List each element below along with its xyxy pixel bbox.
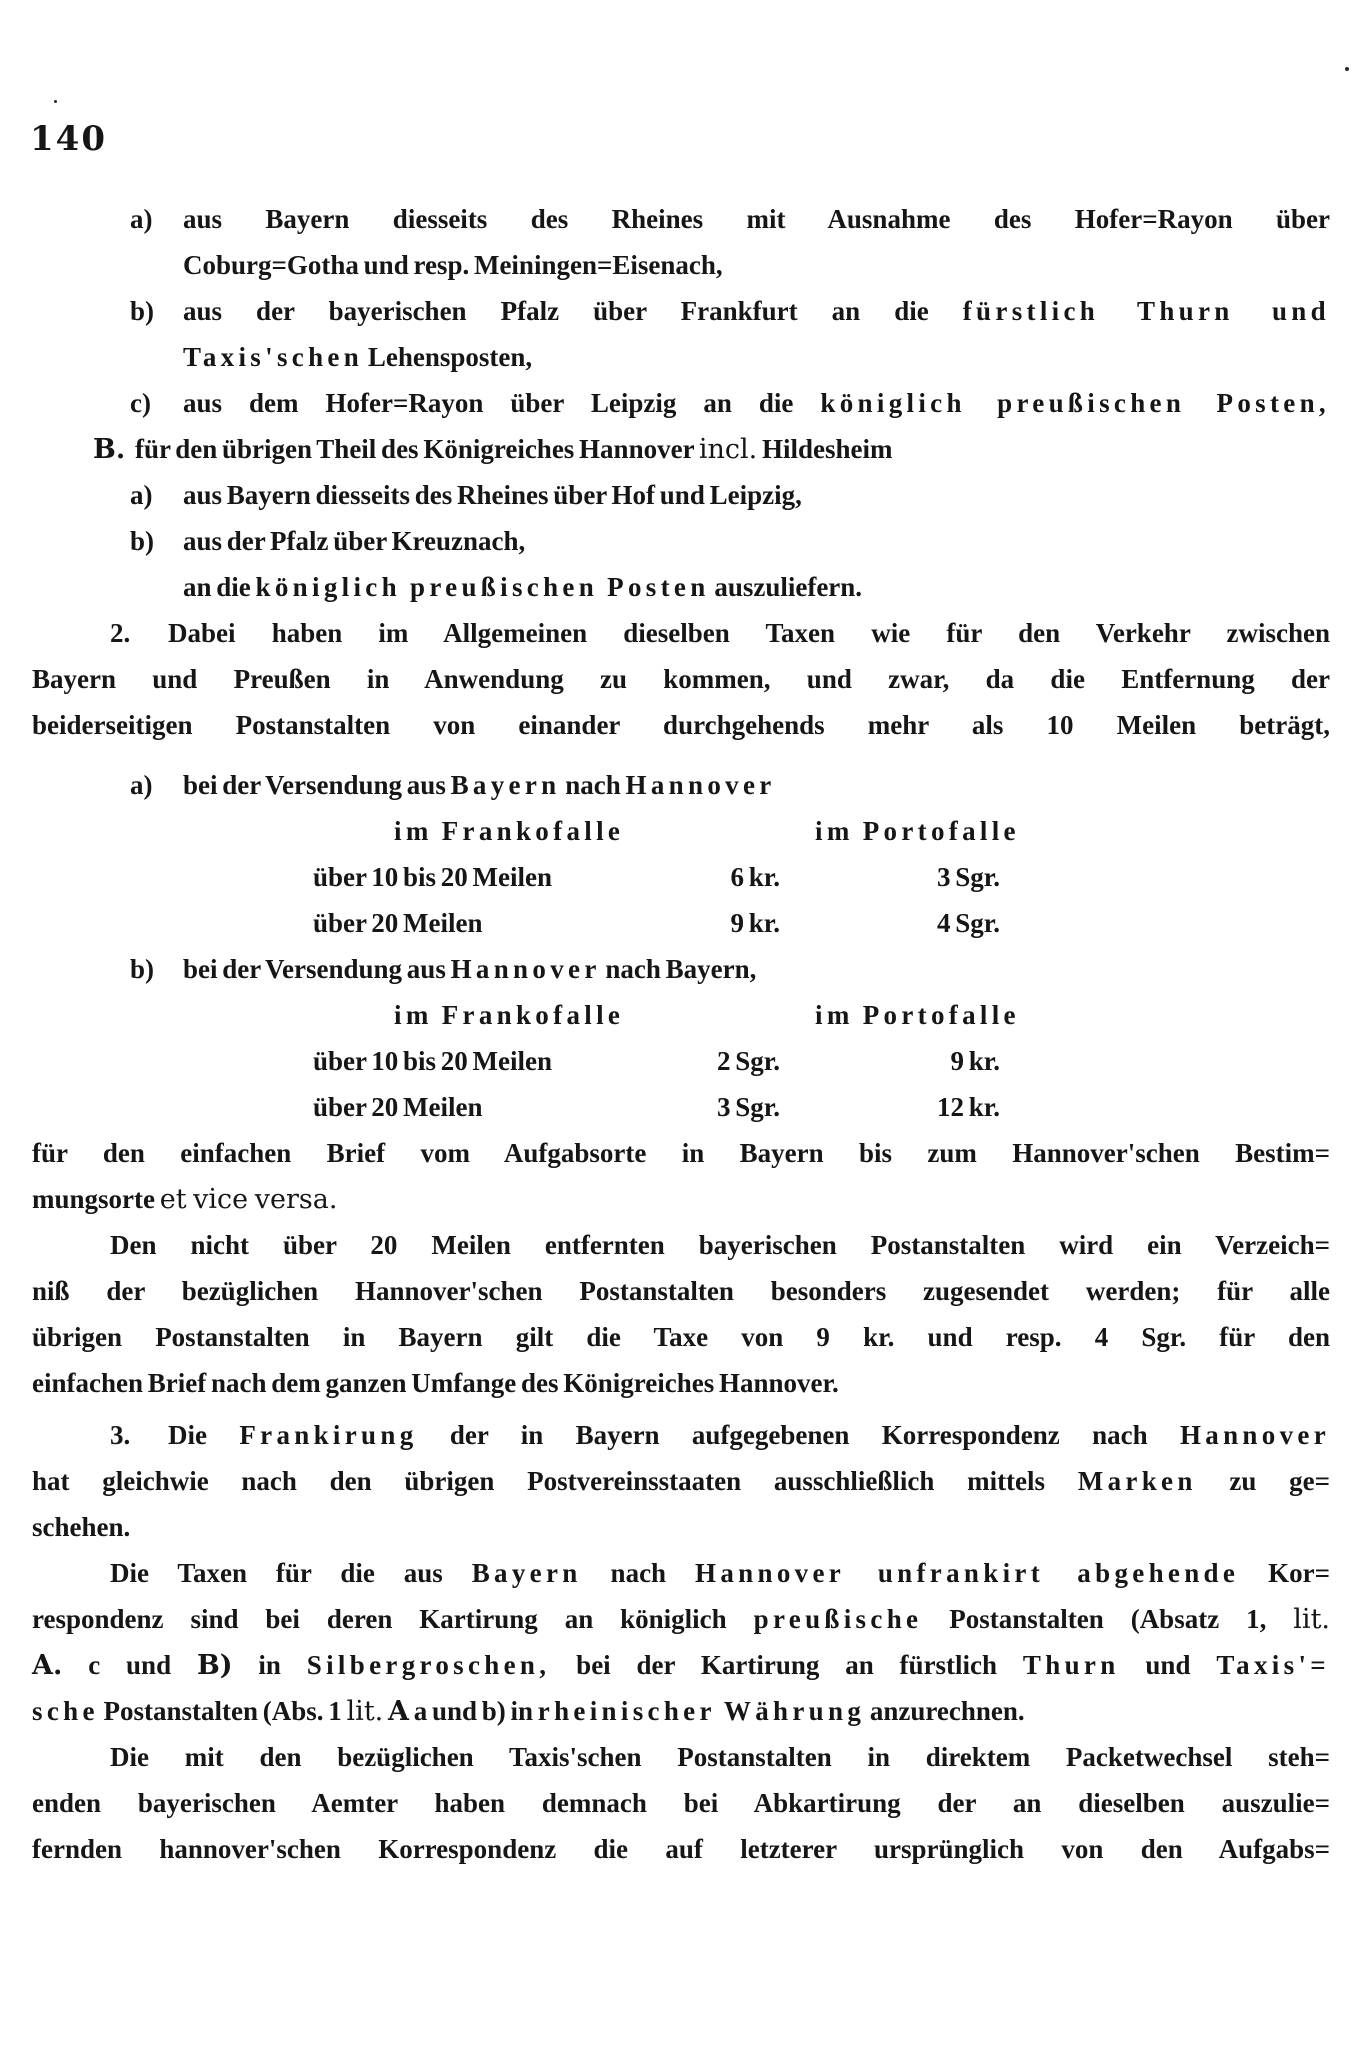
text-segment: niß der bezüglichen Hannover'schen Postanstalten besonders zugesendet werden; für alle [32, 1276, 1330, 1306]
text-segment: und [1119, 1650, 1217, 1680]
text-line [32, 1596, 1330, 1642]
text-line [32, 702, 1330, 748]
text-segment: respondenz sind bei deren Kartirung an königlich [32, 1604, 754, 1634]
text-line [130, 196, 1330, 242]
table-cell-label: über 20 Meilen [313, 908, 483, 938]
text-segment: Bayern [450, 770, 561, 800]
text-line [183, 334, 1330, 380]
text-segment: auszuliefern. [709, 572, 863, 602]
text-segment: schehen. [32, 1512, 131, 1542]
text-segment: übrigen Postanstalten in Bayern gilt die Taxe von 9 kr. und resp. 4 Sgr. für den [32, 1322, 1330, 1352]
text-segment: bei der Kartirung an fürstlich [550, 1650, 1023, 1680]
text-segment: nach [581, 1558, 695, 1588]
text-segment: incl. [698, 434, 758, 465]
text-segment: aus Bayern diesseits des Rheines über Hof und Leipzig, [183, 480, 802, 510]
table-cell-porto: im Portofalle [815, 1000, 1020, 1030]
text-segment: Taxis'= [1216, 1650, 1330, 1680]
text-line [93, 426, 1330, 472]
line-label: 3. [110, 1420, 131, 1450]
text-segment: Thurn [1022, 1650, 1120, 1680]
text-segment: beiderseitigen Postanstalten von einander durchgehends mehr als 10 Meilen beträgt, [32, 710, 1330, 740]
text-segment: a und b) in [408, 1696, 538, 1726]
table-line [0, 900, 1360, 946]
text-segment: lit. [346, 1696, 384, 1727]
table-cell-franko: 9 kr. [730, 908, 780, 938]
text-segment: Frankirung [239, 1420, 418, 1450]
text-segment: Hannover [1179, 1420, 1330, 1450]
text-segment: für den einfachen Brief vom Aufgabsorte in Bayern bis zum Hannover'schen Bestim= [32, 1138, 1330, 1168]
table-cell-franko: im Frankofalle [394, 1000, 625, 1030]
text-line [32, 1130, 1330, 1176]
table-cell-franko: im Frankofalle [394, 816, 625, 846]
text-segment: B) [196, 1650, 233, 1681]
table-cell-franko: 2 Sgr. [716, 1046, 780, 1076]
text-segment: Bayern und Preußen in Anwendung zu kommen, und zwar, da die Entfernung der [32, 664, 1330, 694]
text-segment: Die mit den bezüglichen Taxis'schen Postanstalten in direktem Packetwechsel steh= [110, 1742, 1330, 1772]
page-text-block [0, 196, 1360, 1872]
text-segment: mungsorte [32, 1184, 160, 1214]
text-segment: A. [32, 1650, 63, 1681]
text-segment: aus der Pfalz über Kreuznach, [183, 526, 526, 556]
line-label: a) [130, 770, 153, 800]
line-label: a) [130, 480, 153, 510]
table-cell-porto: 3 Sgr. [936, 862, 1000, 892]
text-segment: Den nicht über 20 Meilen entfernten bayerischen Postanstalten wird ein Verzeich= [110, 1230, 1330, 1260]
text-line [32, 1688, 1330, 1734]
text-line [130, 946, 1330, 992]
text-line [110, 1412, 1330, 1458]
text-line [32, 1780, 1330, 1826]
text-segment: fernden hannover'schen Korrespondenz die auf letzterer ursprünglich von den Aufgabs= [32, 1834, 1330, 1864]
table-line [0, 854, 1360, 900]
table-cell-porto: 9 kr. [950, 1046, 1000, 1076]
text-line [110, 610, 1330, 656]
table-line [0, 992, 1360, 1038]
line-label: c) [130, 388, 151, 418]
text-segment: et vice versa. [159, 1184, 338, 1215]
text-segment: Coburg=Gotha und resp. Meiningen=Eisenach, [183, 250, 723, 280]
text-segment: Hannover unfrankirt abgehende [695, 1558, 1240, 1588]
text-line [32, 1642, 1330, 1688]
text-line [110, 1222, 1330, 1268]
text-segment: Dabei haben im Allgemeinen dieselben Taxen wie für den Verkehr zwischen [168, 618, 1330, 648]
text-line [32, 1826, 1330, 1872]
table-line [0, 1084, 1360, 1130]
text-line [32, 1176, 1330, 1222]
text-segment: A [388, 1696, 409, 1727]
text-segment: sche [32, 1696, 99, 1726]
text-line [130, 288, 1330, 334]
line-label: B. [93, 434, 126, 465]
text-segment: Taxis'schen [183, 342, 364, 372]
text-segment: anzurechnen. [865, 1696, 1025, 1726]
text-segment: Kor= [1239, 1558, 1330, 1588]
text-segment: nach [560, 770, 626, 800]
text-line [32, 656, 1330, 702]
table-line [0, 808, 1360, 854]
text-segment: c und [62, 1650, 197, 1680]
text-segment: enden bayerischen Aemter haben demnach bei Abkartirung der an dieselben auszulie= [32, 1788, 1330, 1818]
text-segment: fürstlich Thurn und [962, 296, 1330, 326]
text-segment: für den übrigen Theil des Königreiches Hannover [135, 434, 699, 464]
text-segment: Postanstalten (Abs. 1 [98, 1696, 347, 1726]
text-segment: aus Bayern diesseits des Rheines mit Ausnahme des Hofer=Rayon über [183, 204, 1330, 234]
line-label: b) [130, 526, 155, 556]
text-line [183, 242, 1330, 288]
line-label: b) [130, 296, 155, 326]
table-cell-franko: 6 kr. [730, 862, 780, 892]
text-segment: Marken [1077, 1466, 1197, 1496]
text-segment: bei der Versendung aus [183, 770, 451, 800]
text-line [130, 380, 1330, 426]
line-label: a) [130, 204, 153, 234]
scan-speck [1345, 67, 1349, 71]
text-segment: Bayern [471, 1558, 582, 1588]
line-label: 2. [110, 618, 131, 648]
text-segment: aus der bayerischen Pfalz über Frankfurt an die [183, 296, 963, 326]
text-segment: Hannover [450, 954, 601, 984]
scan-speck [54, 100, 57, 103]
text-segment: Lehensposten, [363, 342, 533, 372]
text-line [130, 762, 1330, 808]
table-cell-label: über 20 Meilen [313, 1092, 483, 1122]
text-segment: Die Taxen für die aus [110, 1558, 472, 1588]
text-segment: Die [168, 1420, 240, 1450]
text-segment: zu ge= [1196, 1466, 1330, 1496]
table-line [0, 1038, 1360, 1084]
text-segment: nach Bayern, [600, 954, 757, 984]
text-segment: bei der Versendung aus [183, 954, 451, 984]
text-line [183, 564, 1330, 610]
text-segment: in [232, 1650, 307, 1680]
text-line [130, 518, 1330, 564]
text-line [32, 1458, 1330, 1504]
text-segment: Silbergroschen, [306, 1650, 551, 1680]
text-line [110, 1734, 1330, 1780]
table-cell-porto: 4 Sgr. [936, 908, 1000, 938]
table-cell-porto: 12 kr. [936, 1092, 1000, 1122]
page-number: 140 [30, 119, 107, 159]
text-line [32, 1268, 1330, 1314]
text-segment: lit. [1293, 1604, 1330, 1635]
text-segment: hat gleichwie nach den übrigen Postvereinsstaaten ausschließlich mittels [32, 1466, 1078, 1496]
table-cell-label: über 10 bis 20 Meilen [313, 1046, 553, 1076]
text-segment: preußische [753, 1604, 923, 1634]
text-line [130, 472, 1330, 518]
text-segment: Hildesheim [757, 434, 893, 464]
text-segment: Hannover [625, 770, 776, 800]
text-segment: Postanstalten (Absatz 1, [922, 1604, 1294, 1634]
text-segment: königlich preußischen Posten [255, 572, 710, 602]
text-segment: einfachen Brief nach dem ganzen Umfange des Königreiches Hannover. [32, 1368, 839, 1398]
line-label: b) [130, 954, 155, 984]
table-cell-label: über 10 bis 20 Meilen [313, 862, 553, 892]
text-segment: aus dem Hofer=Rayon über Leipzig an die [183, 388, 821, 418]
text-line [32, 1314, 1330, 1360]
text-line [110, 1550, 1330, 1596]
text-line [32, 1504, 1330, 1550]
table-cell-porto: im Portofalle [815, 816, 1020, 846]
table-cell-franko: 3 Sgr. [716, 1092, 780, 1122]
text-segment: der in Bayern aufgegebenen Korrespondenz nach [417, 1420, 1180, 1450]
text-line [32, 1360, 1330, 1406]
text-segment: königlich preußischen Posten, [820, 388, 1330, 418]
text-segment: an die [183, 572, 256, 602]
text-segment: rheinischer Währung [537, 1696, 866, 1726]
